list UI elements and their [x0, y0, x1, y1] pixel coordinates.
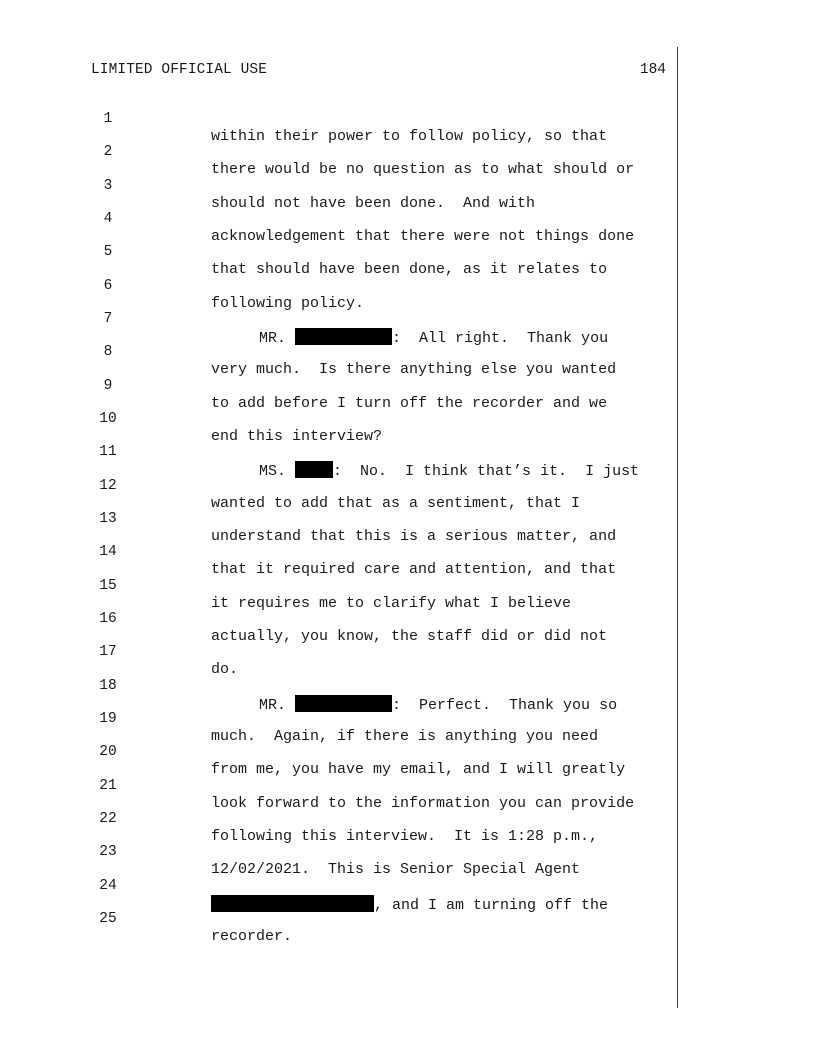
line-number: 16 [99, 611, 117, 627]
line-text: 12/02/2021. This is Senior Special Agent [211, 861, 581, 878]
speaker-label: MR. [259, 330, 287, 347]
transcript-line [0, 227, 670, 278]
line-text: following policy. [211, 295, 365, 312]
speaker-label: MS. [259, 463, 287, 480]
transcript-line [0, 694, 670, 745]
line-number: 3 [103, 178, 113, 194]
line-text: do. [211, 661, 239, 678]
line-number: 10 [99, 411, 117, 427]
line-text: : All right. Thank you [392, 330, 609, 347]
line-number: 21 [99, 778, 117, 794]
line-number: 14 [99, 544, 117, 560]
line-number: 4 [103, 211, 113, 227]
transcript-line [0, 461, 670, 512]
transcript-line [0, 494, 670, 545]
transcript-line [0, 661, 670, 714]
line-number: 20 [99, 744, 117, 760]
transcript-line [0, 861, 670, 914]
transcript-line [0, 827, 670, 878]
line-number: 17 [99, 644, 117, 660]
transcript-line [0, 894, 670, 945]
line-text: recorder. [211, 928, 293, 945]
line-text: should not have been done. And with [211, 195, 536, 212]
transcript-line [0, 727, 670, 778]
line-number: 7 [103, 311, 113, 327]
line-text: wanted to add that as a sentiment, that I [211, 495, 581, 512]
line-text: look forward to the information you can provide [211, 795, 635, 812]
transcript-line [0, 294, 670, 347]
line-text: actually, you know, the staff did or did not [211, 628, 608, 645]
line-text: , and I am turning off the [374, 897, 609, 914]
transcript-line [0, 794, 670, 845]
page-number: 184 [639, 62, 666, 78]
transcript-line [0, 94, 670, 145]
line-text: there would be no question as to what should or [211, 161, 635, 178]
line-text: to add before I turn off the recorder and we [211, 395, 608, 412]
transcript-line [0, 127, 670, 178]
line-text: it requires me to clarify what I believe [211, 595, 572, 612]
line-number: 15 [99, 578, 117, 594]
transcript-line [0, 361, 670, 412]
line-text: within their power to follow policy, so that [211, 128, 608, 145]
line-number: 5 [103, 244, 113, 260]
line-text: end this interview? [211, 428, 383, 445]
transcript-line [0, 427, 670, 480]
line-text: : No. I think that’s it. I just [333, 463, 640, 480]
right-margin-rule [677, 47, 678, 1008]
transcript-line [0, 161, 670, 212]
line-number: 22 [99, 811, 117, 827]
transcript-line [0, 527, 670, 578]
line-number: 2 [103, 144, 113, 160]
line-text: : Perfect. Thank you so [392, 697, 618, 714]
line-text: much. Again, if there is anything you need [211, 728, 599, 745]
transcript-line [0, 261, 670, 312]
transcript-line [0, 327, 670, 378]
transcript-line [0, 594, 670, 645]
line-number: 8 [103, 344, 113, 360]
transcript-line [0, 561, 670, 612]
line-number: 25 [99, 911, 117, 927]
transcript-line [0, 194, 670, 245]
line-text: very much. Is there anything else you wanted [211, 361, 617, 378]
line-text: from me, you have my email, and I will greatly [211, 761, 626, 778]
line-text: acknowledgement that there were not things done [211, 228, 635, 245]
speaker-label: MR. [259, 697, 287, 714]
line-number: 1 [103, 111, 113, 127]
line-number: 12 [99, 478, 117, 494]
line-number: 23 [99, 844, 117, 860]
classification-header: LIMITED OFFICIAL USE [91, 62, 268, 78]
line-text: understand that this is a serious matter, and [211, 528, 617, 545]
line-text: following this interview. It is 1:28 p.m., [211, 828, 599, 845]
line-text: that should have been done, as it relates to [211, 261, 608, 278]
line-number: 9 [103, 378, 113, 394]
transcript-line [0, 394, 670, 445]
line-number: 11 [99, 444, 117, 460]
line-number: 13 [99, 511, 117, 527]
line-number: 24 [99, 878, 117, 894]
transcript-line [0, 761, 670, 812]
transcript-line [0, 627, 670, 678]
line-number: 19 [99, 711, 117, 727]
line-number: 6 [103, 278, 113, 294]
line-text: that it required care and attention, and that [211, 561, 617, 578]
line-number: 18 [99, 678, 117, 694]
